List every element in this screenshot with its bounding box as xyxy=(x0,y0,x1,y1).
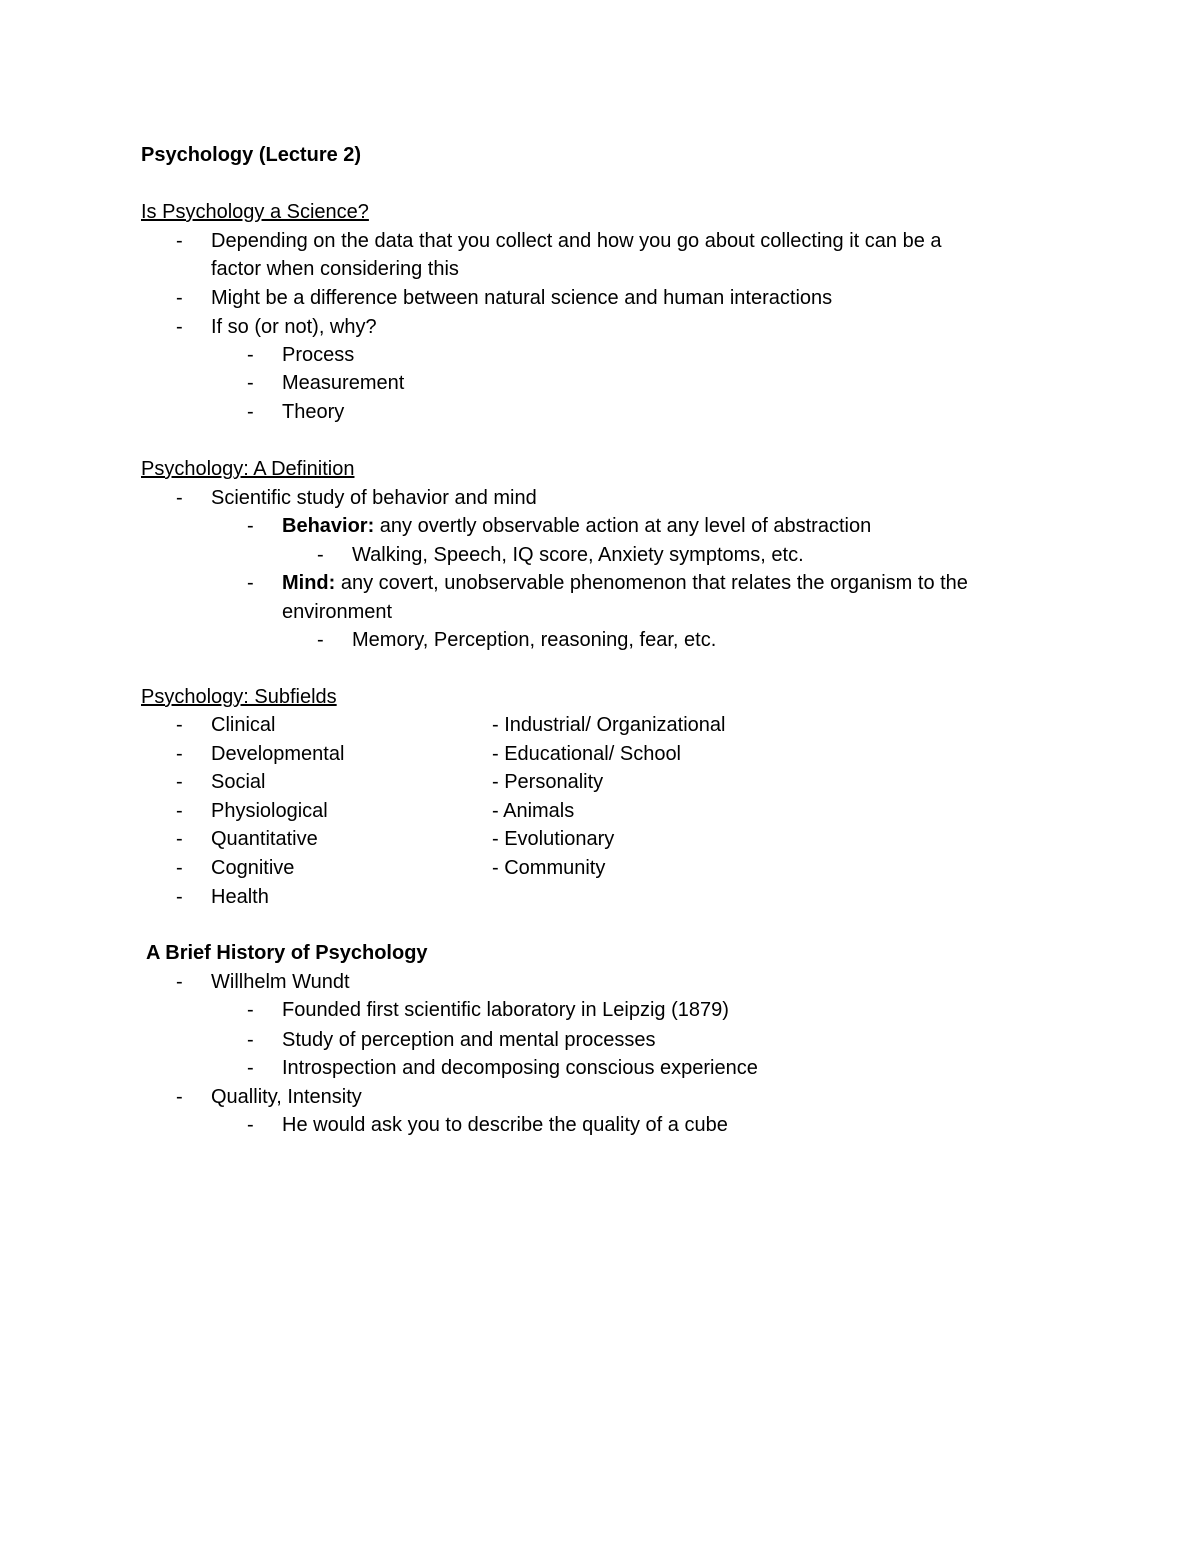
bullet: - xyxy=(176,886,183,908)
science-item: If so (or not), why? xyxy=(211,316,377,338)
bullet: - xyxy=(176,287,183,309)
history-heading: A Brief History of Psychology xyxy=(146,942,428,964)
subfield-right: - Evolutionary xyxy=(492,828,615,850)
history-fact: Founded first scientific laboratory in Leipzig (1879) xyxy=(282,999,729,1021)
definition-item: Scientific study of behavior and mind xyxy=(211,487,537,509)
science-item: Depending on the data that you collect and how you go about collecting it can be a xyxy=(211,230,942,252)
behavior-text: any overtly observable action at any level of abstraction xyxy=(374,515,872,537)
subfield-left: Cognitive xyxy=(211,857,295,879)
bullet: - xyxy=(176,487,183,509)
science-subitem: Process xyxy=(282,344,355,366)
history-item: Quallity, Intensity xyxy=(211,1086,362,1108)
subfield-left: Quantitative xyxy=(211,828,318,850)
subfield-left: Social xyxy=(211,771,266,793)
bullet: - xyxy=(176,971,183,993)
bullet: - xyxy=(176,230,183,252)
bullet: - xyxy=(176,1086,183,1108)
subfield-right: - Animals xyxy=(492,800,575,822)
definition-heading: Psychology: A Definition xyxy=(141,458,355,480)
subfields-heading: Psychology: Subfields xyxy=(141,686,337,708)
science-item-cont: factor when considering this xyxy=(211,258,459,280)
history-fact: Study of perception and mental processes xyxy=(282,1029,656,1051)
science-subitem: Theory xyxy=(282,401,345,423)
bullet: - xyxy=(176,800,183,822)
science-subitem: Measurement xyxy=(282,372,405,394)
bullet: - xyxy=(176,743,183,765)
science-heading: Is Psychology a Science? xyxy=(141,201,369,223)
bullet: - xyxy=(317,629,324,651)
bullet: - xyxy=(176,316,183,338)
subfield-left: Developmental xyxy=(211,743,345,765)
bullet: - xyxy=(247,401,254,423)
behavior-definition xyxy=(282,514,871,538)
bullet: - xyxy=(247,344,254,366)
subfield-right: - Industrial/ Organizational xyxy=(492,714,726,736)
bullet: - xyxy=(247,515,254,537)
subfield-left: Physiological xyxy=(211,800,328,822)
bullet: - xyxy=(247,372,254,394)
mind-definition xyxy=(282,571,968,595)
bullet: - xyxy=(247,1057,254,1079)
bullet: - xyxy=(176,714,183,736)
behavior-label: Behavior: xyxy=(282,515,375,537)
bullet: - xyxy=(247,999,254,1021)
subfield-left: Clinical xyxy=(211,714,276,736)
bullet: - xyxy=(247,572,254,594)
mind-example: Memory, Perception, reasoning, fear, etc. xyxy=(352,629,717,651)
bullet: - xyxy=(247,1114,254,1136)
bullet: - xyxy=(176,771,183,793)
history-fact: Introspection and decomposing conscious experience xyxy=(282,1057,758,1079)
subfield-right: - Educational/ School xyxy=(492,743,682,765)
bullet: - xyxy=(247,1029,254,1051)
behavior-example: Walking, Speech, IQ score, Anxiety symptoms, etc. xyxy=(352,544,804,566)
bullet: - xyxy=(176,857,183,879)
subfield-right: - Personality xyxy=(492,771,604,793)
mind-definition-cont: environment xyxy=(282,601,393,623)
mind-label: Mind: xyxy=(282,572,336,594)
bullet: - xyxy=(176,828,183,850)
mind-text: any covert, unobservable phenomenon that relates the organism to the xyxy=(335,572,968,594)
document-title: Psychology (Lecture 2) xyxy=(141,144,362,166)
history-person: Willhelm Wundt xyxy=(211,971,350,993)
bullet: - xyxy=(317,544,324,566)
subfield-left: Health xyxy=(211,886,269,908)
subfield-right: - Community xyxy=(492,857,606,879)
history-subitem: He would ask you to describe the quality of a cube xyxy=(282,1114,728,1136)
science-item: Might be a difference between natural science and human interactions xyxy=(211,287,833,309)
